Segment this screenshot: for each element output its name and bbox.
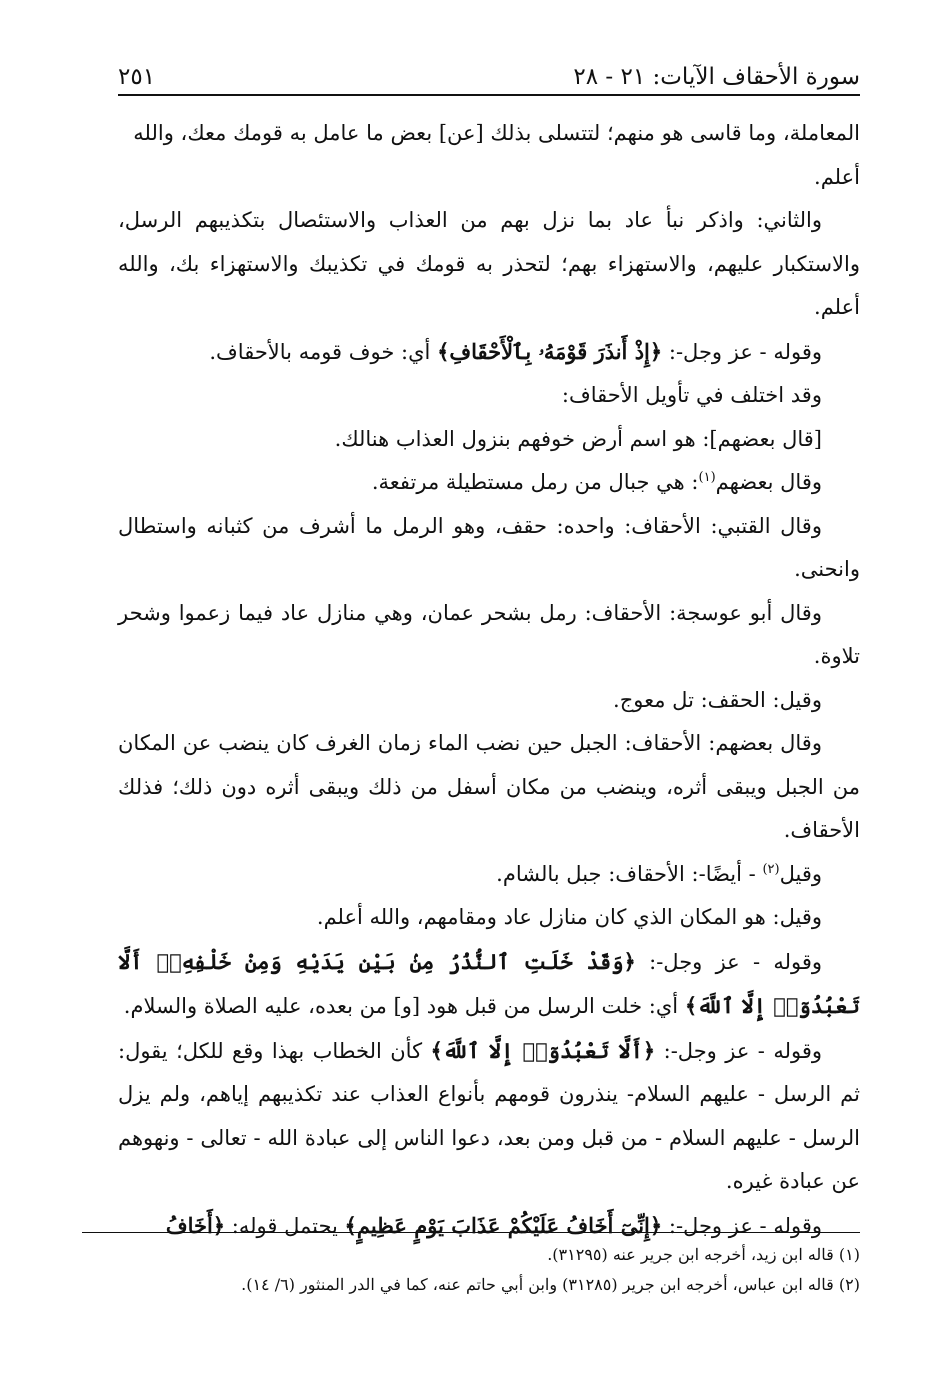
- running-title: سورة الأحقاف الآيات: ٢١ - ٢٨: [573, 64, 860, 90]
- text-run: أي: خوف قومه بالأحقاف.: [209, 339, 438, 364]
- quran-verse: ﴿أَخَافُ: [165, 1212, 226, 1238]
- quran-verse: ﴿إِنِّىٓ أَخَافُ عَلَيْكُمْ عَذَابَ يَوْمٍ عَظِيمٍ﴾: [344, 1212, 663, 1238]
- text-run: أي: خلت الرسل من قبل هود [و] من بعده، عليه الصلاة والسلام.: [123, 994, 685, 1018]
- paragraph: وقال بعضهم: الأحقاف: الجبل حين نضب الماء زمان الغرف كان ينضب عن المكان من الجبل ويبقى أثره، وينضب من مكان أسفل من ذلك ويبقى أثره دون ذلك؛ فذلك الأحقاف.: [118, 731, 860, 842]
- text-line: أعلم.: [814, 164, 860, 189]
- paragraph: وقيل: هو المكان الذي كان منازل عاد ومقامهم، والله أعلم.: [316, 905, 822, 929]
- footnote-ref: (٢): [762, 861, 780, 877]
- text-run: : هي جبال من رمل مستطيلة مرتفعة.: [371, 470, 699, 494]
- footnote: (٢) قاله ابن عباس، أخرجه ابن جرير (٣١٢٨٥) وابن أبي حاتم عنه، كما في الدر المنثور (٦/ ١٤).: [241, 1275, 860, 1294]
- paragraph: [قال بعضهم]: هو اسم أرض خوفهم بنزول العذاب هنالك.: [334, 426, 822, 451]
- text-run: وقوله - عز وجل-:: [655, 1038, 823, 1063]
- page-number: ٢٥١: [118, 64, 156, 90]
- paragraph: [118, 853, 860, 897]
- footnotes: [118, 1240, 860, 1300]
- footnote-divider: [82, 1232, 860, 1233]
- footnote: (١) قاله ابن زيد، أخرجه ابن جرير عنه (٣١٢٩٥).: [547, 1245, 860, 1264]
- text-line: المعاملة، وما قاسى هو منهم؛ لتتسلى بذلك [عن] بعض ما عامل به قومك معك، والله: [133, 121, 860, 145]
- paragraph: والثاني: واذكر نبأ عاد بما نزل بهم من العذاب والاستئصال بتكذيبهم الرسل، والاستكبار عليهم، والاستهزاء بهم؛ لتحذر به قومك في تكذيبك والاستهزاء بك، والله أعلم.: [118, 208, 860, 319]
- text-run: وقوله - عز وجل-:: [635, 949, 823, 974]
- page-header: [118, 52, 860, 96]
- paragraph: [118, 330, 860, 375]
- text-run: وقوله - عز وجل-:: [662, 1213, 822, 1238]
- text-run: وقوله - عز وجل-:: [662, 339, 822, 364]
- paragraph: [118, 461, 860, 505]
- text-run: وقيل: [779, 861, 822, 886]
- quran-verse: ﴿وَقَدْ خَلَتِ ٱلنُّذُرُ مِنۢ بَيْنِ يَدَيْهِ وَمِنْ خَلْفِهِۦٓ أَلَّا تَعْبُدُوٓا۟ إِلَّا ٱللَّهَ﴾: [118, 948, 860, 1018]
- paragraph: وقد اختلف في تأويل الأحقاف:: [561, 383, 822, 407]
- main-text: [118, 112, 860, 1248]
- paragraph: وقال القتبي: الأحقاف: واحده: حقف، وهو الرمل ما أشرف من كثبانه واستطال وانحنى.: [118, 513, 860, 581]
- text-run: يحتمل قوله:: [225, 1213, 345, 1238]
- paragraph: [118, 940, 860, 1029]
- text-run: وقال بعضهم: [715, 470, 822, 494]
- footnote-ref: (١): [698, 470, 716, 485]
- paragraph: وقيل: الحقف: تل معوج.: [613, 687, 822, 712]
- text-run: - أيضًا-: الأحقاف: جبل بالشام.: [496, 861, 763, 886]
- quran-verse: ﴿إِذْ أَنذَرَ قَوْمَهُۥ بِٱلْأَحْقَافِ﴾: [437, 338, 663, 364]
- paragraph: [118, 1029, 860, 1204]
- paragraph: وقال أبو عوسجة: الأحقاف: رمل بشحر عمان، وهي منازل عاد فيما زعموا وشحر تلاوة.: [118, 600, 860, 668]
- text-run: كأن الخطاب بهذا وقع للكل؛ يقول: ثم الرسل - عليهم السلام- ينذرون قومهم بأنواع العذاب عند تكذيبهم إياهم، ولم يزل الرسل - عليهم السلام - من قبل ومن بعد، دعوا الناس إلى عبادة الله - تعالى - ونهوهم عن عبادة غيره.: [118, 1038, 860, 1193]
- paragraph: [118, 112, 860, 199]
- quran-verse: ﴿أَلَّا تَعْبُدُوٓا۟ إِلَّا ٱللَّهَ﴾: [430, 1037, 656, 1063]
